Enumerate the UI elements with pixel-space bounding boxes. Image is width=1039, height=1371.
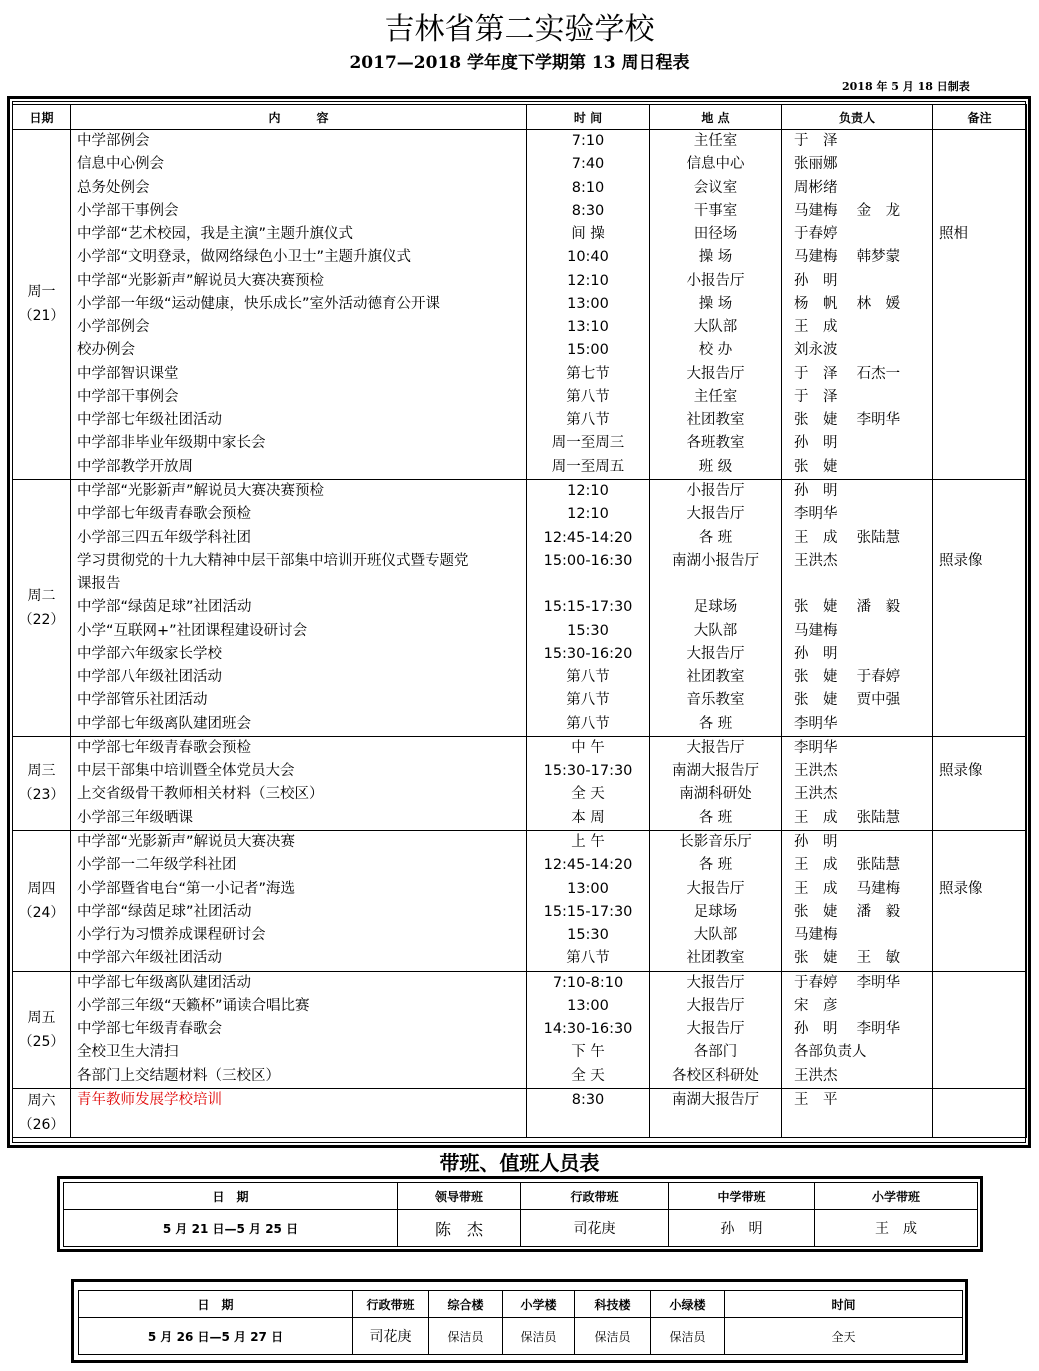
item-time: 全 天	[571, 786, 605, 803]
cell-place	[650, 971, 782, 1088]
item-time: 上 午	[571, 833, 605, 850]
item-place: 社团教室	[686, 950, 745, 967]
item-person: 于 泽	[794, 388, 838, 405]
cell-person	[782, 736, 933, 830]
duty-middle: 孙 明	[669, 1210, 815, 1247]
col-person: 负责人	[782, 105, 933, 130]
item-time: 12:45-14:20	[543, 529, 633, 546]
item-content: 各部门上交结题材料（三校区）	[77, 1067, 280, 1084]
duty-row	[64, 1210, 978, 1247]
item-place: 大报告厅	[686, 880, 745, 897]
item-content: 信息中心例会	[77, 156, 164, 173]
col-date: 日期	[13, 105, 71, 130]
item-content: 中学部七年级青春歌会预检	[77, 739, 251, 756]
item-place: 各班教室	[686, 435, 745, 452]
item-time: 13:00	[567, 997, 609, 1014]
cell-note	[933, 971, 1027, 1088]
cell-content	[71, 971, 527, 1088]
weekend-primary-bldg: 保洁员	[503, 1318, 575, 1355]
item-time: 14:30-16:30	[543, 1021, 633, 1038]
item-place: 各 班	[698, 715, 733, 732]
item-content: 中学部六年级家长学校	[77, 645, 222, 662]
item-person: 李明华	[794, 506, 838, 523]
item-person: 张 婕 于春婷	[794, 669, 901, 686]
item-content: 中学部七年级青春歌会	[77, 1021, 222, 1038]
item-time: 7:10-8:10	[552, 974, 624, 991]
item-content: 小学行为习惯养成课程研讨会	[77, 927, 266, 944]
item-place: 长影音乐厅	[679, 833, 752, 850]
item-place: 大队部	[693, 622, 738, 639]
item-person: 王洪杰	[794, 786, 838, 803]
day-name: 周五	[27, 1009, 56, 1026]
item-place: 小报告厅	[686, 482, 745, 499]
item-place: 各 班	[698, 529, 733, 546]
duty-primary: 王 成	[815, 1210, 978, 1247]
spacer	[782, 573, 932, 596]
duty-admin: 司花庚	[521, 1210, 669, 1247]
cell-time	[527, 830, 650, 971]
cell-time	[527, 736, 650, 830]
item-person: 张丽娜	[794, 156, 838, 173]
item-content: 小学部例会	[77, 319, 150, 336]
item-person: 孙 明 李明华	[794, 1021, 901, 1038]
item-time: 第八节	[566, 388, 610, 405]
item-content: 中学部七年级青春歌会预检	[77, 506, 251, 523]
item-person: 刘永波	[794, 342, 838, 359]
weekend-green-bldg: 保洁员	[651, 1318, 725, 1355]
cell-note	[933, 1088, 1027, 1137]
day-note: 照相	[939, 226, 968, 243]
item-time: 第八节	[566, 412, 610, 429]
item-content: 小学“互联网+”社团课程建设研讨会	[77, 622, 308, 639]
item-place: 各部门	[693, 1044, 738, 1061]
item-time: 间 操	[571, 226, 605, 243]
day-number: （25）	[18, 1033, 65, 1050]
item-content: 总务处例会	[77, 179, 150, 196]
item-content: 中学部例会	[77, 133, 150, 149]
cell-time	[527, 1088, 650, 1137]
cell-person	[782, 830, 933, 971]
item-place: 社团教室	[686, 412, 745, 429]
day-name: 周二	[27, 587, 56, 604]
spacer	[933, 854, 1026, 877]
item-time: 12:45-14:20	[543, 857, 633, 874]
item-content: 中学部干事例会	[77, 388, 179, 405]
duty-header-primary: 小学带班	[815, 1183, 978, 1210]
day-number: （23）	[18, 787, 65, 804]
duty-header-leader: 领导带班	[398, 1183, 521, 1210]
item-time: 15:30-16:20	[543, 645, 633, 662]
item-time: 8:30	[571, 202, 605, 219]
day-row	[13, 971, 1027, 1088]
weekend-header-date: 日 期	[79, 1291, 353, 1318]
cell-place	[650, 479, 782, 736]
item-place: 社团教室	[686, 669, 745, 686]
item-content: 小学部一二年级学科社团	[77, 857, 237, 874]
item-time: 全 天	[571, 1067, 605, 1084]
col-place: 地 点	[650, 105, 782, 130]
item-person: 张 婕 贾中强	[794, 692, 901, 709]
item-place: 南湖大报告厅	[672, 763, 759, 780]
item-person: 王 成 张陆慧	[794, 809, 901, 826]
cell-note	[933, 736, 1027, 830]
spacer	[933, 503, 1026, 526]
item-person: 马建梅	[794, 927, 838, 944]
item-time: 7:10	[571, 133, 605, 149]
cell-place	[650, 130, 782, 480]
spacer	[933, 130, 1026, 153]
cell-time	[527, 971, 650, 1088]
item-time: 第八节	[566, 692, 610, 709]
item-place: 主任室	[693, 388, 738, 405]
day-row	[13, 479, 1027, 736]
item-person: 各部负责人	[794, 1044, 867, 1061]
item-content: 中学部七年级离队建团班会	[77, 715, 251, 732]
item-place: 大报告厅	[686, 645, 745, 662]
day-cell	[13, 736, 71, 830]
item-content: 中学部八年级社团活动	[77, 669, 222, 686]
item-content: 中层干部集中培训暨全体党员大会	[77, 763, 295, 780]
item-place: 大队部	[693, 927, 738, 944]
weekend-row	[79, 1318, 963, 1355]
item-place: 小报告厅	[686, 272, 745, 289]
item-person: 王洪杰	[794, 552, 838, 569]
duty-title: 带班、值班人员表	[439, 1151, 600, 1175]
weekend-date: 5 月 26 日—5 月 27 日	[79, 1318, 353, 1355]
item-content: 全校卫生大清扫	[77, 1044, 179, 1061]
weekend-header-tech-bldg: 科技楼	[575, 1291, 651, 1318]
col-note: 备注	[933, 105, 1027, 130]
day-note: 照录像	[939, 552, 983, 569]
day-cell	[13, 971, 71, 1088]
cell-person	[782, 1088, 933, 1137]
weekend-header-green-bldg: 小绿楼	[651, 1291, 725, 1318]
day-number: （26）	[18, 1116, 65, 1133]
item-place: 音乐教室	[686, 692, 745, 709]
item-content: 青年教师发展学校培训	[77, 1091, 222, 1108]
day-row	[13, 1088, 1027, 1137]
item-person: 马建梅 金 龙	[794, 202, 901, 219]
weekend-header-row	[79, 1291, 963, 1318]
school-title: 吉林省第二实验学校	[384, 12, 655, 47]
item-person: 马建梅 韩梦蒙	[794, 249, 901, 266]
item-time: 15:30	[567, 622, 609, 639]
day-cell	[13, 479, 71, 736]
cell-person	[782, 130, 933, 480]
item-person: 张 婕 潘 毅	[794, 599, 901, 616]
day-row	[13, 736, 1027, 830]
item-time: 第八节	[566, 669, 610, 686]
weekend-table	[78, 1290, 963, 1355]
item-place: 大报告厅	[686, 1021, 745, 1038]
duty-header-middle: 中学带班	[669, 1183, 815, 1210]
item-time: 15:00	[567, 342, 609, 359]
item-time: 15:30	[567, 927, 609, 944]
item-place: 班 级	[698, 458, 733, 475]
item-place: 信息中心	[686, 156, 745, 173]
item-place: 足球场	[693, 599, 738, 616]
spacer	[933, 737, 1026, 760]
spacer	[933, 200, 1026, 223]
item-person: 于 泽 石杰一	[794, 365, 901, 382]
item-person: 王 成 张陆慧	[794, 857, 901, 874]
cell-content	[71, 1088, 527, 1137]
day-number: （22）	[18, 611, 65, 628]
weekend-admin: 司花庚	[353, 1318, 429, 1355]
item-person: 于春婷 李明华	[794, 974, 901, 991]
item-place: 主任室	[693, 133, 738, 149]
item-place: 会议室	[693, 179, 738, 196]
day-name: 周三	[27, 763, 56, 780]
schedule-subtitle: 2017—2018 学年度下学期第 13 周日程表	[349, 53, 690, 73]
item-content: 小学部三年级晒课	[77, 809, 193, 826]
item-time: 12:10	[567, 482, 609, 499]
item-place: 干事室	[693, 202, 738, 219]
item-content-cont: 课报告	[77, 576, 121, 593]
item-place: 足球场	[693, 903, 738, 920]
item-content: 中学部“光影新声”解说员大赛决赛	[77, 833, 296, 850]
item-place: 大队部	[693, 319, 738, 336]
item-person: 王洪杰	[794, 763, 838, 780]
item-place: 各 班	[698, 857, 733, 874]
item-place: 操 场	[698, 249, 733, 266]
item-person: 张 婕 潘 毅	[794, 903, 901, 920]
item-content: 中学部“绿茵足球”社团活动	[77, 903, 252, 920]
item-person: 宋 彦	[794, 997, 838, 1014]
item-content: 中学部管乐社团活动	[77, 692, 208, 709]
item-person: 王 平	[794, 1091, 838, 1108]
item-content: 中学部“绿茵足球”社团活动	[77, 599, 252, 616]
item-content: 中学部“艺术校园，我是主演”主题升旗仪式	[77, 226, 354, 243]
cell-place	[650, 736, 782, 830]
cell-person	[782, 971, 933, 1088]
item-time: 周一至周三	[551, 435, 625, 452]
item-place: 南湖小报告厅	[672, 552, 759, 569]
duty-leader: 陈 杰	[398, 1210, 521, 1247]
duty-date: 5 月 21 日—5 月 25 日	[64, 1210, 398, 1247]
spacer	[933, 177, 1026, 200]
spacer	[933, 831, 1026, 854]
weekend-header-admin: 行政带班	[353, 1291, 429, 1318]
spacer	[933, 527, 1026, 550]
weekend-header-primary-bldg: 小学楼	[503, 1291, 575, 1318]
day-note: 照录像	[939, 880, 983, 897]
item-place: 南湖大报告厅	[672, 1091, 759, 1108]
item-person: 于 泽	[794, 133, 838, 149]
schedule-table	[12, 104, 1027, 1138]
item-content: 中学部“光影新声”解说员大赛决赛预检	[77, 272, 325, 289]
weekend-tech-bldg: 保洁员	[575, 1318, 651, 1355]
day-note: 照录像	[939, 763, 983, 780]
item-place: 大报告厅	[686, 974, 745, 991]
day-number: （24）	[18, 904, 65, 921]
made-date: 2018 年 5 月 18 日制表	[842, 80, 970, 93]
item-content: 小学部一年级“运动健康，快乐成长”室外活动德育公开课	[77, 295, 441, 312]
item-time: 下 午	[571, 1044, 605, 1061]
item-person: 孙 明	[794, 833, 838, 850]
cell-place	[650, 830, 782, 971]
item-time: 15:30-17:30	[543, 763, 633, 780]
item-place: 田径场	[693, 226, 738, 243]
duty-header-admin: 行政带班	[521, 1183, 669, 1210]
spacer	[933, 480, 1026, 503]
item-time: 15:15-17:30	[543, 903, 633, 920]
spacer	[650, 573, 781, 596]
item-time: 13:00	[567, 295, 609, 312]
item-place: 大报告厅	[686, 365, 745, 382]
item-person: 张 婕	[794, 458, 838, 475]
item-person: 马建梅	[794, 622, 838, 639]
item-person: 孙 明	[794, 435, 838, 452]
day-number: （21）	[18, 308, 65, 325]
item-time: 13:00	[567, 880, 609, 897]
item-time: 第八节	[566, 950, 610, 967]
item-content: 中学部七年级社团活动	[77, 412, 222, 429]
item-place: 操 场	[698, 295, 733, 312]
item-person: 孙 明	[794, 645, 838, 662]
item-time: 中 午	[571, 739, 605, 756]
item-person: 王 成 张陆慧	[794, 529, 901, 546]
item-place: 大报告厅	[686, 997, 745, 1014]
item-time: 周一至周五	[551, 458, 625, 475]
weekend-complex: 保洁员	[429, 1318, 503, 1355]
col-time: 时 间	[527, 105, 650, 130]
day-name: 周六	[27, 1092, 56, 1109]
item-place: 各校区科研处	[672, 1067, 759, 1084]
item-content: 中学部七年级离队建团活动	[77, 974, 251, 991]
item-place: 各 班	[698, 809, 733, 826]
item-content: 中学部六年级社团活动	[77, 950, 222, 967]
item-place: 校 办	[698, 342, 733, 359]
item-person: 孙 明	[794, 482, 838, 499]
item-content: 小学部干事例会	[77, 202, 179, 219]
cell-content	[71, 830, 527, 971]
duty-table	[63, 1182, 978, 1247]
item-person: 杨 帆 林 媛	[794, 295, 901, 312]
day-row	[13, 130, 1027, 480]
weekend-header-complex: 综合楼	[429, 1291, 503, 1318]
item-person: 王洪杰	[794, 1067, 838, 1084]
day-name: 周四	[27, 880, 56, 897]
item-time: 8:30	[571, 1091, 605, 1108]
item-content: 小学部三四五年级学科社团	[77, 529, 251, 546]
item-content: 小学部暨省电台“第一小记者”海选	[77, 880, 296, 897]
item-content: 中学部智识课堂	[77, 365, 179, 382]
item-person: 周彬绪	[794, 179, 838, 196]
cell-time	[527, 479, 650, 736]
item-content: 中学部“光影新声”解说员大赛决赛预检	[77, 482, 325, 499]
item-content: 中学部教学开放周	[77, 458, 193, 475]
item-time: 第八节	[566, 715, 610, 732]
cell-content	[71, 130, 527, 480]
cell-note	[933, 479, 1027, 736]
item-person: 李明华	[794, 715, 838, 732]
item-time: 12:10	[567, 506, 609, 523]
item-content: 学习贯彻党的十九大精神中层干部集中培训开班仪式暨专题党	[77, 552, 469, 569]
day-name: 周一	[27, 284, 56, 301]
cell-content	[71, 479, 527, 736]
weekend-header-time: 时间	[725, 1291, 963, 1318]
item-time: 10:40	[567, 249, 609, 266]
item-time: 12:10	[567, 272, 609, 289]
item-time: 7:40	[571, 156, 605, 173]
item-content: 校办例会	[77, 342, 135, 359]
cell-note	[933, 130, 1027, 480]
item-person: 张 婕 李明华	[794, 412, 901, 429]
item-time: 第七节	[566, 365, 610, 382]
day-cell	[13, 130, 71, 480]
spacer	[527, 573, 649, 596]
item-time: 15:00-16:30	[543, 552, 633, 569]
item-time: 13:10	[567, 319, 609, 336]
cell-content	[71, 736, 527, 830]
cell-time	[527, 130, 650, 480]
item-person: 于春婷	[794, 226, 838, 243]
item-time: 8:10	[571, 179, 605, 196]
weekend-time: 全天	[725, 1318, 963, 1355]
item-content: 上交省级骨干教师相关材料（三校区）	[77, 786, 324, 803]
cell-person	[782, 479, 933, 736]
duty-header-date: 日 期	[64, 1183, 398, 1210]
col-content: 内 容	[71, 105, 527, 130]
spacer	[933, 153, 1026, 176]
item-time: 本 周	[571, 809, 605, 826]
item-content: 中学部非毕业年级期中家长会	[77, 435, 266, 452]
cell-place	[650, 1088, 782, 1137]
item-person: 张 婕 王 敏	[794, 950, 901, 967]
item-time: 15:15-17:30	[543, 599, 633, 616]
day-cell	[13, 1088, 71, 1137]
item-person: 王 成	[794, 319, 838, 336]
item-content: 小学部“文明登录，做网络绿色小卫士”主题升旗仪式	[77, 249, 412, 266]
item-person: 孙 明	[794, 272, 838, 289]
item-place: 大报告厅	[686, 739, 745, 756]
day-cell	[13, 830, 71, 971]
cell-note	[933, 830, 1027, 971]
item-person: 王 成 马建梅	[794, 880, 901, 897]
item-content: 小学部三年级“天籁杯”诵读合唱比赛	[77, 997, 310, 1014]
item-place: 大报告厅	[686, 506, 745, 523]
day-row	[13, 830, 1027, 971]
item-person: 李明华	[794, 739, 838, 756]
schedule-header-row	[13, 105, 1027, 130]
item-place: 南湖科研处	[679, 786, 752, 803]
duty-header-row	[64, 1183, 978, 1210]
